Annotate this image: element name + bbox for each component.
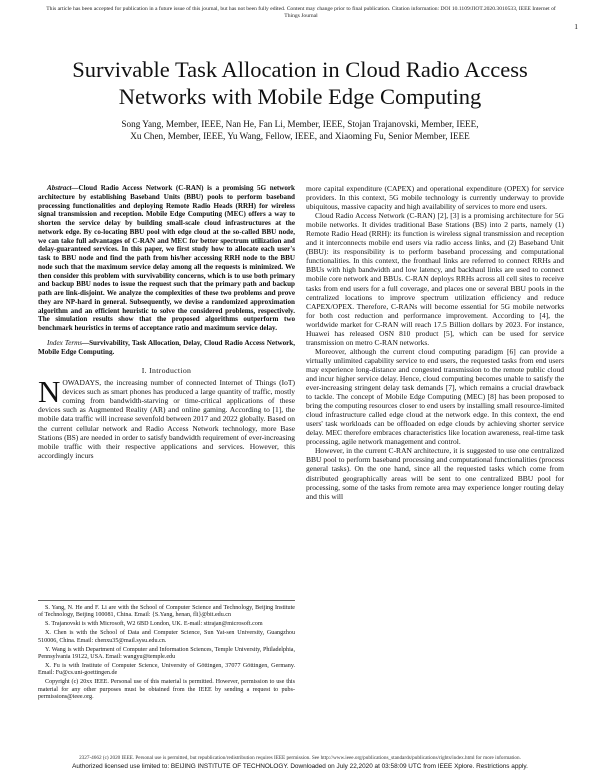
index-terms xyxy=(38,339,295,357)
author-list xyxy=(60,118,540,142)
drop-cap: N xyxy=(38,374,61,410)
author-line-2: Xu Chen, Member, IEEE, Yu Wang, Fellow, IEEE, and Xiaoming Fu, Senior Member, IEEE xyxy=(130,131,470,141)
intro-paragraph-1-continued: more capital expenditure (CAPEX) and operational expenditure (OPEX) for service providers. In this context, 5G mobile technology is currently underway to provide ubiquitous, massive capacity and high availability of services to more end users. xyxy=(306,184,564,212)
intro-paragraph-1-text: the increasing number of connected Internet of Things (IoT) devices such as smart phones has produced a large quantity of traffic, mostly coming from bandwidth-starving or time-critical applications of these devices such as Augmented Reality (AR) and online gaming. According to [1], the mobile data traffic will increase sevenfold between 2017 and 2022 globally. Based on the current cellular network and Radio Access Network technology, more Base Stations (BS) are needed in order to satisfy bandwidth requirement of ever-increasing mobile traffic with their respective applications and services. However, this accordingly incurs xyxy=(38,378,296,460)
intro-paragraph-1 xyxy=(38,374,296,460)
journal-citation-note: This article has been accepted for publication in a future issue of this journal, but has not been fully edited. Content may change prior to final publication. Citation information: DOI 10.1109/JIOT.2020.3010533, IEEE Internet of Things Journal xyxy=(46,6,556,19)
footnote-affiliation-microsoft: S. Trajanovski is with Microsoft, W2 6BD London, UK. E-mail: sttrajan@microsoft.com xyxy=(45,621,263,628)
footnote-copyright: Copyright (c) 20xx IEEE. Personal use of this material is permitted. However, permission to use this material for any other purposes must be obtained from the IEEE by sending a request to pubs-permissions@ieee.org. xyxy=(38,679,295,700)
section-heading-introduction: I. Introduction xyxy=(141,366,192,376)
abstract xyxy=(38,184,295,333)
intro-paragraph-3: Moreover, although the current cloud computing paradigm [6] can provide a virtually unlimited capability service to end users, the requested tasks from end users may experience long-distance and congested transmission to the remote public cloud and incur higher service delay. Hence, cloud computing becomes unable to satisfy the ever-increasing stringent delay task demands [7], which remains a crucial drawback to tackle. The concept of Mobile Edge Computing (MEC) [8] has been proposed to bring the computing resources closer to end users by installing small resource-limited cloud infrastructure called edge cloud at the network edge. In this context, the end users' task workloads can be offloaded on edge clouds by achieving shorter service delay. MEC therefore embraces characteristics like location awareness, real-time task processing, agile network management and control. xyxy=(306,346,564,447)
footnote-affiliation-goettingen: X. Fu is with Institute of Computer Science, University of Göttingen, 37077 Göttingen, Germany. Email: Fu@cs.uni-goettingen.de xyxy=(38,662,295,677)
author-line-1: Song Yang, Member, IEEE, Nan He, Fan Li, Member, IEEE, Stojan Trajanovski, Member, IEEE, xyxy=(121,119,479,129)
footnotes xyxy=(38,600,295,703)
intro-paragraph-2: Cloud Radio Access Network (C-RAN) [2], [3] is a promising architecture for 5G mobile networks. It divides traditional Base Stations (BS) into 2 parts, namely (1) Remote Radio Head (RRH): its function is wireless signal transmission and reception and it interconnects mobile end users via radio access links, and (2) Baseband Unit (BBU): its responsibility is to perform baseband processing and computational functionalities. In this context, the fronthaul links are referred to connect RRHs and BBUs with high bandwidth and low latency, and backhaul links are used to connect mobile core network and BBUs. C-RAN deploys RRHs across all cell sites to receive tasks from end users for a full coverage, and places one or several BBU pools in the centralized locations to improve spectrum utilization efficiency and reduce CAPEX/OPEX. Therefore, C-RANs will become essential for 5G mobile networks for both cost reduction and performance improvement. According to [4], the worldwide market for C-RAN will reach 17.5 Billion dollars by 2023. For instance, Huawei has released OSN 810 product [5], which can be used for service transmission on metro C-RAN networks. xyxy=(306,211,564,347)
license-footer: Authorized licensed use limited to: BEIJING INSTITUTE OF TECHNOLOGY. Downloaded on July 22,2020 at 03:58:09 UTC from IEEE Xplore. Restrictions apply. xyxy=(72,763,528,770)
paper-title: Survivable Task Allocation in Cloud Radio Access Networks with Mobile Edge Computing xyxy=(72,57,528,109)
copyright-footer: 2327-4662 (c) 2020 IEEE. Personal use is permitted, but republication/redistribution requires IEEE permission. See http://www.ieee.org/publications_standards/publications/rights/index.html for more information. xyxy=(79,755,521,761)
intro-paragraph-4: However, in the current C-RAN architecture, it is suggested to use one centralized BBU pool to perform baseband processing and computational functionalities (process general tasks). On the one hand, since all the requested tasks which come from distributed geographically areas will be sent to one centralized BBU pool for processing, some of the tasks from remote area may experience longer routing delay and this will xyxy=(306,446,564,501)
abstract-text: Cloud Radio Access Network (C-RAN) is a promising 5G network architecture by establishing Baseband Units (BBU) pools to perform baseband processing functionalities and deploying Remote Radio Heads (RRH) for wireless signal transmission and reception. Mobile Edge Computing (MEC) offers a way to shorten the service delay by building small-scale cloud infrastructures at the network edge. By co-locating BBU pool with edge cloud at the so-called BBU node, we can take full advantages of C-RAN and MEC for better spectrum utilization and delay-guaranteed services. In this paper, we first study how to allocate each user's task to BBU node and find the path from his/her accessing RRH node to the BBU node such that the maximum service delay among all the requests is minimized. We then consider this problem with survivability concerns, which is to use both primary and backup BBU nodes to issue the request such that the primary path and backup path are link-disjoint. We analyze the complexities of these two problems and prove they are NP-hard in general. Subsequently, we devise a randomized approximation algorithm and an efficient heuristic to solve the considered problems, respectively. The simulation results show that the proposed algorithms outperform two benchmark heuristics in terms of acceptance ratio and maximum service delay. xyxy=(38,184,295,332)
lead-word: OWADAYS, xyxy=(62,378,102,388)
index-terms-label: Index Terms xyxy=(47,338,82,347)
right-column xyxy=(306,184,564,501)
footnote-affiliation-bit: S. Yang, N. He and F. Li are with the School of Computer Science and Technology, Beijing Institute of Technology, Beijing 100081, China. Email: {S.Yang, henan, fli}@bit.edu.cn xyxy=(38,605,295,619)
abstract-label: Abstract— xyxy=(47,184,79,192)
left-column xyxy=(38,184,295,460)
footnote-affiliation-temple: Y. Wang is with Department of Computer and Information Sciences, Temple University, Philadelphia, Pennsylvania 19122, USA. Email: wangyu@temple.edu xyxy=(38,646,295,660)
page-number: 1 xyxy=(574,22,578,31)
index-terms-text: —Survivability, Task Allocation, Delay, Cloud Radio Access Network, Mobile Edge Computing. xyxy=(38,338,295,356)
footnote-affiliation-sysu: X. Chen is with the School of Data and Computer Science, Sun Yat-sen University, Guangzhou 510006, China. Email: chenxu35@mail.sysu.edu.cn. xyxy=(38,630,295,644)
